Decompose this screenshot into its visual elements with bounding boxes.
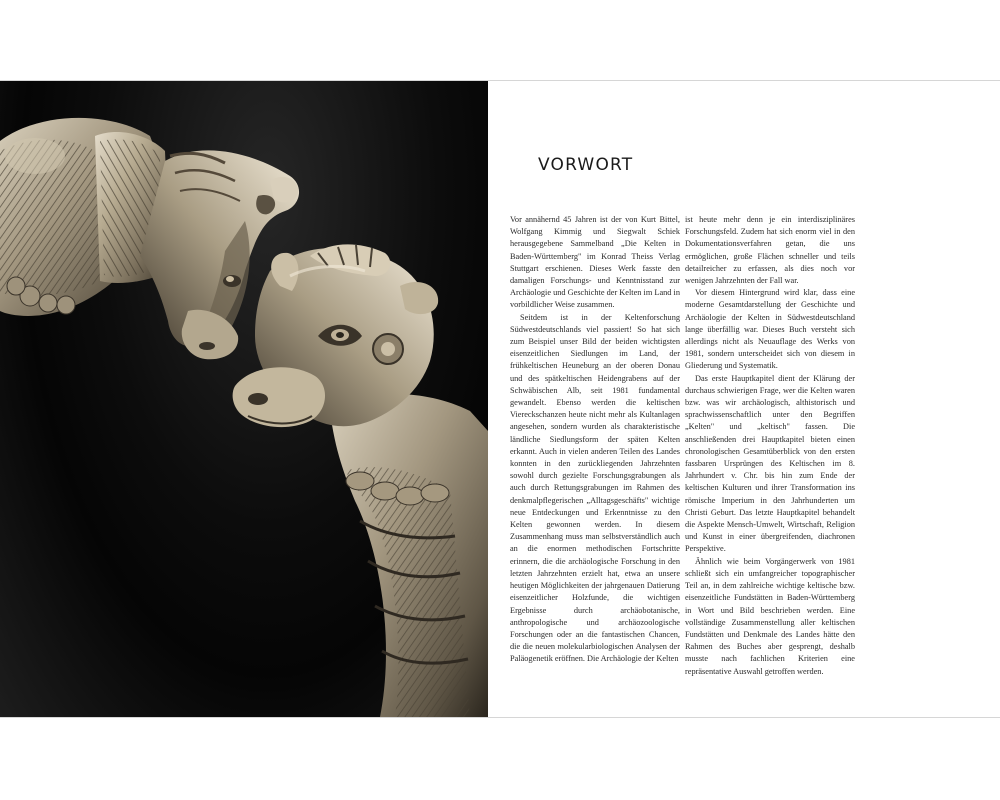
paragraph: Seitdem ist in der Keltenforschung Südwestdeutschlands viel passiert! So hat sich zum Beispiel unser Bild der beiden wichtigsten eisenzeitlichen Siedlungen im Land, der frühkeltischen Heuneburg an der oberen Donau und des spätkeltischen Heidengrabens auf der Schwäbischen Alb, seit 1981 fundamental gewandelt. Ebenso werden die keltischen Viereckschanzen heute nicht mehr als Kultanlagen angesehen, sondern wurden als charakteristische ländliche Siedlungsform der späten Kelten erkannt. Auch in vielen anderen Teilen des Landes konnten in den zurückliegenden Jahrzehnten sowohl durch gezielte Forschungsgrabungen als auch durch Rettungsgrabungen im Rahmen des denkmalpflegerischen „Alltagsgeschäfts" wichtige neue Entdeckungen und Erkenntnisse zu den Kelten gewonnen werden. In diesem Zusammenhang muss man selbstverständlich auch an die enormen methodischen Fortschritte erinnern, die die archäologische Forschung in den letzten Jahrzehnten erzielt hat, etwa an unsere heutigen Möglichkeiten der jahrgenauen Datierung eisenzeitlicher Holzfunde, die wichtigen Ergebnisse durch archäobotanische, anthropologische und archäozoologische Forschungen oder an die fantastischen Chancen, die die neuen molekularbiologischen Analysen der Paläogenetik eröffnen. Die Archäologie der Kelten: [510, 312, 680, 664]
text-column-left: [510, 214, 680, 666]
lower-animal-head: [233, 244, 488, 717]
page-heading: VORWORT: [538, 155, 634, 175]
upper-animal-head: [0, 118, 299, 359]
text-page: [488, 81, 1000, 717]
book-spread: [0, 80, 1000, 718]
animal-heads-photo: [0, 81, 488, 717]
paragraph: Vor annähernd 45 Jahren ist der von Kurt Bittel, Wolfgang Kimmig und Siegwalt Schiek herausgegebene Sammelband „Die Kelten in Baden-Württemberg" im Konrad Theiss Verlag Stuttgart erschienen. Dieses Werk fasste den damaligen Forschungs- und Kenntnisstand zur Archäologie und Geschichte der Kelten im Land in vorbildlicher Weise zusammen.: [510, 215, 680, 310]
text-column-right: [685, 214, 855, 678]
paragraph: ist heute mehr denn je ein interdisziplinäres Forschungsfeld. Zudem hat sich enorm viel in den Dokumentationsverfahren getan, die uns ermöglichen, große Flächen schneller und teils detailreicher zu erfassen, als dies noch vor wenigen Jahrzehnten der Fall war.: [685, 215, 855, 286]
paragraph: Vor diesem Hintergrund wird klar, dass eine moderne Gesamtdarstellung der Geschichte und Archäologie der Kelten in Südwestdeutschland lange überfällig war. Dieses Buch versteht sich allerdings nicht als Neuauflage des Werks von 1981, sondern unterscheidet sich von diesem in Gliederung und Systematik.: [685, 288, 855, 371]
paragraph: Ähnlich wie beim Vorgängerwerk von 1981 schließt sich ein umfangreicher topographischer Teil an, in dem zahlreiche wichtige keltische bzw. eisenzeitliche Fundstätten in Baden-Württemberg in Wort und Bild beschrieben werden. Eine vollständige Zusammenstellung aller keltischen Fundstätten und Denkmale des Landes hätte den Rahmen des Buches aber gesprengt, deshalb musste nach fachlichen Kriterien eine repräsentative Auswahl getroffen werden.: [685, 556, 855, 676]
bronze-animal-heads-illustration: [0, 81, 488, 717]
paragraph: Das erste Hauptkapitel dient der Klärung der durchaus schwierigen Frage, wer die Kelten waren bzw. was wir archäologisch, althistorisch und sprachwissenschaftlich unter den Begriffen „Kelten" und „keltisch" fassen. Die anschließenden drei Hauptkapitel bieten einen chronologischen Gesamtüberblick von den ersten fassbaren Ursprüngen des Keltischen im 8. Jahrhundert v. Chr. bis hin zum Ende der keltischen Kulturen und ihrer Transformation ins römische Imperium in den Jahrhunderten um Christi Geburt. Das letzte Hauptkapitel behandelt die Aspekte Mensch-Umwelt, Wirtschaft, Religion und Kunst in einer übergreifenden, diachronen Perspektive.: [685, 373, 855, 554]
